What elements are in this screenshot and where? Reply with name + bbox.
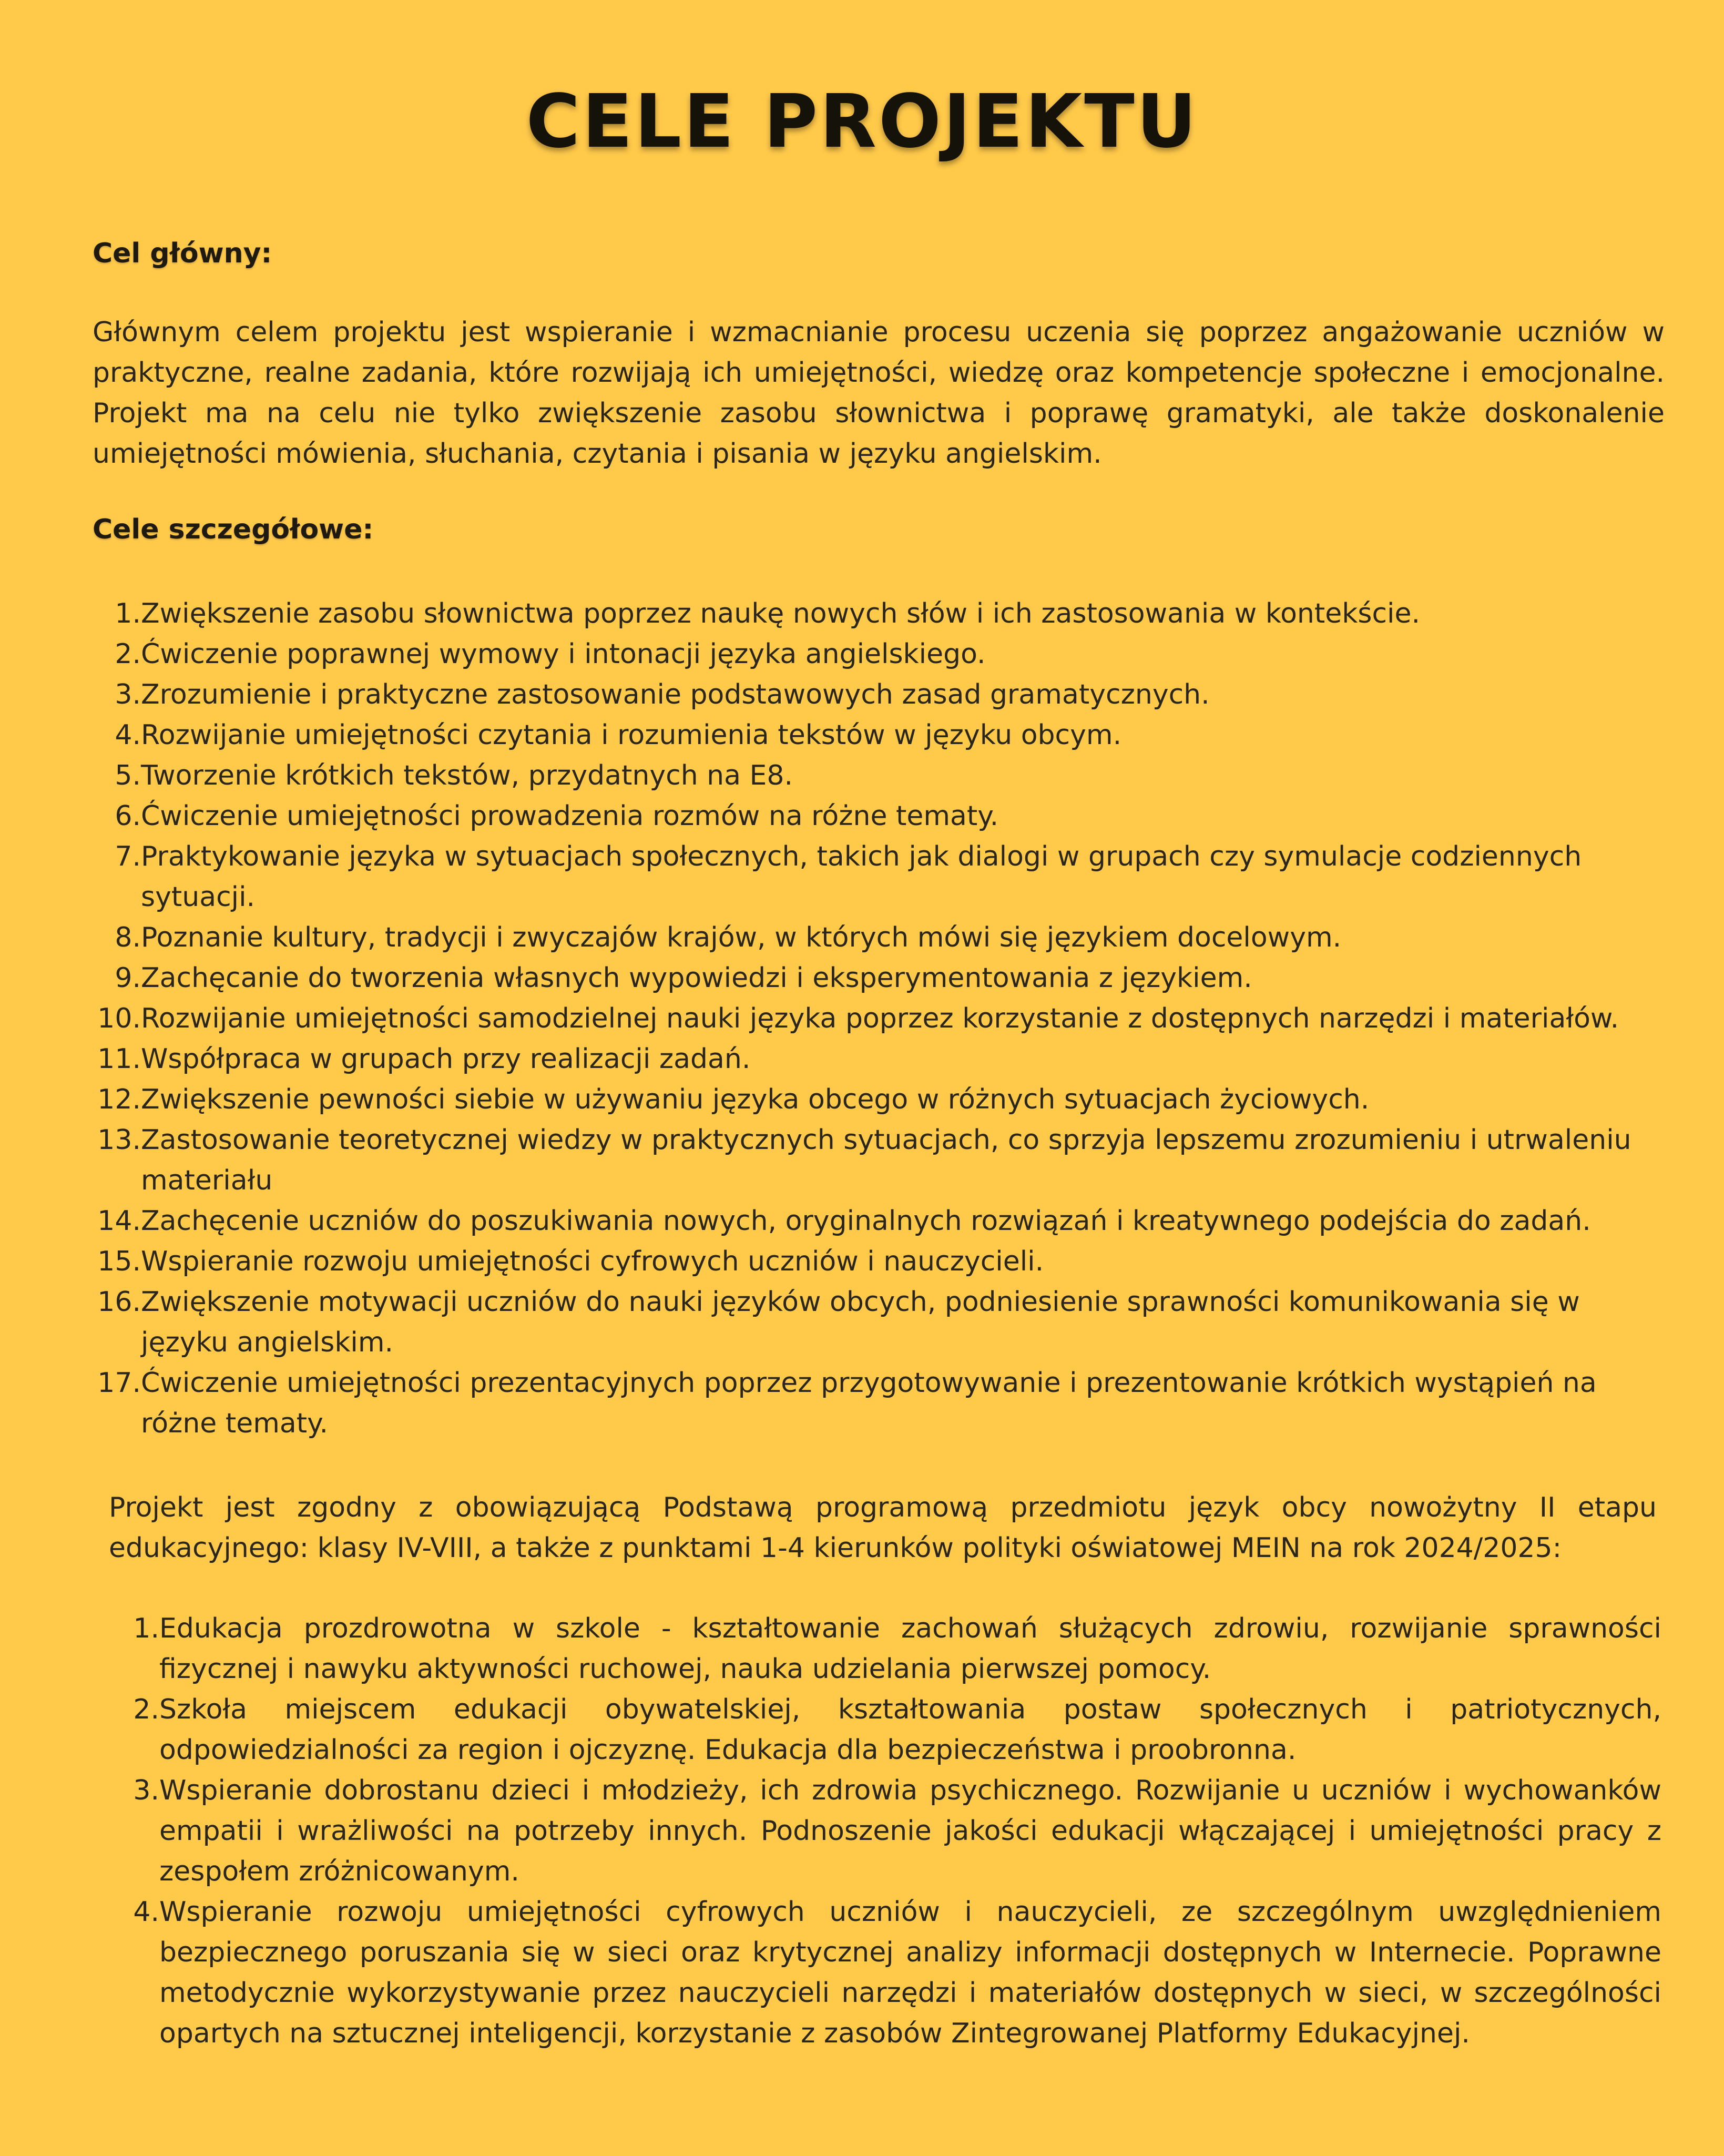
list-item (95, 634, 1667, 675)
list-item (95, 958, 1667, 999)
list-item (95, 675, 1667, 715)
list-item-number: 12. (97, 1084, 141, 1115)
list-item (95, 594, 1667, 634)
list-item-number: 2. (133, 1694, 159, 1725)
list-item (95, 1039, 1667, 1080)
list-item-number: 17. (97, 1367, 141, 1399)
compliance-list (126, 1609, 1661, 2054)
list-item (126, 1690, 1661, 1771)
page-title: CELE PROJEKTU (526, 79, 1199, 165)
list-item-number: 10. (97, 1003, 141, 1034)
list-item (95, 837, 1667, 918)
list-item (95, 1201, 1667, 1242)
list-item-text: Rozwijanie umiejętności czytania i rozumienia tekstów w języku obcym. (141, 719, 1122, 751)
list-item (95, 715, 1667, 756)
list-item (126, 1609, 1661, 1690)
list-item-text: Wspieranie rozwoju umiejętności cyfrowych uczniów i nauczycieli. (141, 1246, 1044, 1277)
list-item-number: 3. (133, 1775, 159, 1806)
detailed-goals-list (95, 594, 1667, 1444)
main-goal-heading: Cel główny: (93, 238, 272, 269)
list-item-text: Edukacja prozdrowotna w szkole - kształtowanie zachowań służących zdrowiu, rozwijanie sprawności fizycznej i nawyku aktywności ruchowej, nauka udzielania pierwszej pomocy. (159, 1613, 1661, 1685)
list-item-number: 11. (97, 1043, 141, 1075)
list-item-number: 7. (115, 841, 141, 872)
list-item (126, 1892, 1661, 2054)
list-item-number: 16. (97, 1286, 141, 1318)
list-item-text: Zwiększenie motywacji uczniów do nauki języków obcych, podniesienie sprawności komunikowania się w języku angielskim. (141, 1286, 1580, 1358)
list-item (95, 1120, 1667, 1201)
list-item (95, 1080, 1667, 1120)
list-item-text: Tworzenie krótkich tekstów, przydatnych na E8. (141, 760, 793, 791)
list-item-number: 15. (97, 1246, 141, 1277)
list-item-text: Zrozumienie i praktyczne zastosowanie podstawowych zasad gramatycznych. (141, 679, 1210, 710)
detailed-goals-heading: Cele szczegółowe: (93, 514, 374, 545)
list-item-text: Współpraca w grupach przy realizacji zadań. (141, 1043, 751, 1075)
list-item (95, 918, 1667, 958)
list-item-text: Zwiększenie pewności siebie w używaniu języka obcego w różnych sytuacjach życiowych. (141, 1084, 1370, 1115)
list-item (126, 1771, 1661, 1892)
list-item-number: 2. (115, 638, 141, 670)
list-item-number: 13. (97, 1124, 141, 1156)
list-item-number: 1. (115, 598, 141, 629)
list-item-text: Wspieranie rozwoju umiejętności cyfrowych uczniów i nauczycieli, ze szczególnym uwzględnieniem bezpiecznego poruszania się w sieci oraz krytycznej analizy informacji dostępnych w Internecie. Poprawne metodycznie wykorzystywanie przez nauczycieli narzędzi i materiałów dostępnych w sieci, w szczególności opartych na sztucznej inteligencji, korzystanie z zasobów Zintegrowanej Platformy Edukacyjnej. (159, 1896, 1661, 2049)
list-item-text: Ćwiczenie umiejętności prezentacyjnych poprzez przygotowywanie i prezentowanie krótkich wystąpień na różne tematy. (141, 1367, 1597, 1439)
list-item-text: Wspieranie dobrostanu dzieci i młodzieży, ich zdrowia psychicznego. Rozwijanie u uczniów i wychowanków empatii i wrażliwości na potrzeby innych. Podnoszenie jakości edukacji włączającej i umiejętności pracy z zespołem zróżnicowanym. (159, 1775, 1661, 1887)
list-item (95, 999, 1667, 1039)
list-item (95, 1242, 1667, 1282)
list-item-text: Ćwiczenie umiejętności prowadzenia rozmów na różne tematy. (141, 800, 999, 832)
list-item-text: Zachęcenie uczniów do poszukiwania nowych, oryginalnych rozwiązań i kreatywnego podejścia do zadań. (141, 1205, 1591, 1237)
list-item-text: Zastosowanie teoretycznej wiedzy w praktycznych sytuacjach, co sprzyja lepszemu zrozumieniu i utrwaleniu materiału (141, 1124, 1631, 1196)
list-item (95, 1363, 1667, 1444)
main-goal-paragraph: Głównym celem projektu jest wspieranie i wzmacnianie procesu uczenia się poprzez angażowanie uczniów w praktyczne, realne zadania, które rozwijają ich umiejętności, wiedzę oraz kompetencje społeczne i emocjonalne. Projekt ma na celu nie tylko zwiększenie zasobu słownictwa i poprawę gramatyki, ale także doskonalenie umiejętności mówienia, słuchania, czytania i pisania w języku angielskim. (93, 317, 1665, 470)
list-item-number: 1. (133, 1613, 159, 1644)
list-item-number: 3. (115, 679, 141, 710)
list-item-number: 5. (115, 760, 141, 791)
list-item-text: Rozwijanie umiejętności samodzielnej nauki języka poprzez korzystanie z dostępnych narzędzi i materiałów. (141, 1003, 1619, 1034)
list-item-number: 14. (97, 1205, 141, 1237)
list-item-text: Praktykowanie języka w sytuacjach społecznych, takich jak dialogi w grupach czy symulacje codziennych sytuacji. (141, 841, 1582, 913)
list-item-number: 8. (115, 922, 141, 953)
list-item-number: 6. (115, 800, 141, 832)
list-item-text: Ćwiczenie poprawnej wymowy i intonacji języka angielskiego. (141, 638, 986, 670)
compliance-paragraph: Projekt jest zgodny z obowiązującą Podstawą programową przedmiotu język obcy nowożytny II etapu edukacyjnego: klasy IV-VIII, a także z punktami 1-4 kierunków polityki oświatowej MEIN na rok 2024/2025: (109, 1492, 1657, 1564)
list-item-number: 4. (133, 1896, 159, 1928)
list-item (95, 796, 1667, 837)
list-item-text: Szkoła miejscem edukacji obywatelskiej, kształtowania postaw społecznych i patriotycznych, odpowiedzialności za region i ojczyznę. Edukacja dla bezpieczeństwa i proobronna. (159, 1694, 1661, 1766)
list-item (95, 756, 1667, 796)
list-item (95, 1282, 1667, 1363)
list-item-text: Zwiększenie zasobu słownictwa poprzez naukę nowych słów i ich zastosowania w kontekście. (141, 598, 1421, 629)
list-item-text: Poznanie kultury, tradycji i zwyczajów krajów, w których mówi się językiem docelowym. (141, 922, 1342, 953)
list-item-text: Zachęcanie do tworzenia własnych wypowiedzi i eksperymentowania z językiem. (141, 962, 1252, 994)
list-item-number: 9. (115, 962, 141, 994)
list-item-number: 4. (115, 719, 141, 751)
